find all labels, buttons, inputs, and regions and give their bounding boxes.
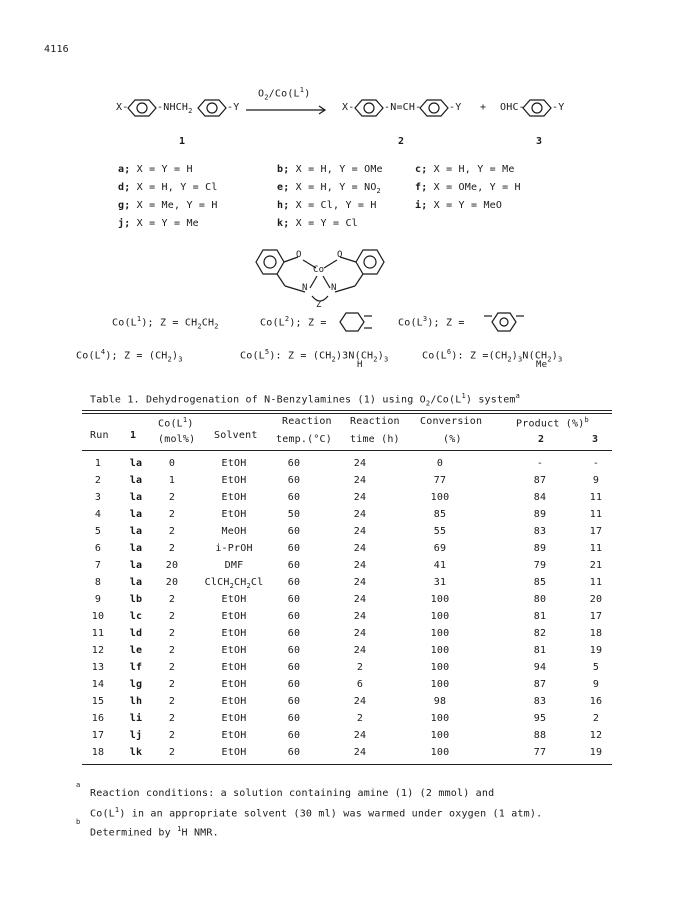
table-cell: 9 — [94, 594, 102, 605]
cobalt-complex-structure — [256, 250, 384, 301]
table-cell: EtOH — [221, 628, 247, 639]
ligand-l6: $Co(L^6)$: $Z =(CH_2)_3N(CH_2)_3$ — [422, 348, 563, 364]
table-cell: DMF — [224, 560, 244, 571]
table-cell: EtOH — [221, 679, 247, 690]
table-cell: 7 — [94, 560, 102, 571]
table-cell: EtOH — [221, 611, 247, 622]
table-cell: 2 — [168, 696, 176, 707]
table-cell: lb — [129, 594, 143, 605]
table-cell: 85 — [433, 509, 447, 520]
table-cell: la — [129, 458, 143, 469]
table-cell: 31 — [433, 577, 447, 588]
product2-y: -Y — [449, 102, 462, 113]
table-cell: 60 — [287, 679, 301, 690]
table-cell: la — [129, 526, 143, 537]
table-cell: 2 — [168, 611, 176, 622]
table-cell: EtOH — [221, 509, 247, 520]
table-cell: 50 — [287, 509, 301, 520]
table-cell: EtOH — [221, 730, 247, 741]
product3-y: -Y — [552, 102, 565, 113]
complex-n-left: N — [302, 283, 308, 293]
table-cell: EtOH — [221, 458, 247, 469]
variant-i: i; X = Y = MeO — [415, 200, 503, 211]
table-cell: 89 — [533, 543, 547, 554]
table-cell: 100 — [430, 594, 450, 605]
variant-h: h; X = Cl, Y = H — [277, 200, 377, 211]
table-cell: 20 — [589, 594, 603, 605]
variant-f: f; X = OMe, Y = H — [415, 182, 521, 193]
table-cell: lh — [129, 696, 143, 707]
table-cell: la — [129, 577, 143, 588]
table-cell: 89 — [533, 509, 547, 520]
ligand-l4: $Co(L^4)$; $Z = (CH_2)_3$ — [76, 348, 183, 364]
table-cell: 2 — [168, 526, 176, 537]
table-cell: lk — [129, 747, 143, 758]
table-cell: 60 — [287, 560, 301, 571]
ligand-l3: $Co(L^3)$; Z = — [398, 315, 465, 329]
ligand-l2: $Co(L^2)$; Z = — [260, 315, 327, 329]
header-product: Product (%)$^b$ — [516, 416, 589, 430]
ligand-l5-h: H — [357, 360, 363, 370]
table-cell: 60 — [287, 730, 301, 741]
table-cell: 10 — [91, 611, 105, 622]
table-cell: EtOH — [221, 475, 247, 486]
header-reaction-time: Reaction — [350, 416, 400, 427]
table-cell: EtOH — [221, 594, 247, 605]
table-cell: 24 — [353, 594, 367, 605]
ligand-l6-me: Me — [536, 360, 548, 370]
table-cell: la — [129, 509, 143, 520]
table-cell: 17 — [589, 611, 603, 622]
table-cell: 13 — [91, 662, 105, 673]
table-cell: 2 — [356, 662, 364, 673]
table-cell: 100 — [430, 645, 450, 656]
header-p2: 2 — [538, 434, 545, 445]
table-cell: 24 — [353, 611, 367, 622]
table-caption: Table 1. Dehydrogenation of N-Benzylamines (1) using $O_2/Co(L^1)$ system$^a$ — [90, 392, 521, 408]
table-cell: 100 — [430, 713, 450, 724]
variant-d: d; X = H, Y = Cl — [118, 182, 218, 193]
table-cell: 11 — [91, 628, 105, 639]
variant-e: e; X = H, $Y = NO_2$ — [277, 182, 381, 195]
product2-linker: -N=CH- — [384, 102, 422, 113]
header-mol: (mol%) — [158, 434, 196, 445]
table-top-rule-double — [82, 413, 612, 414]
table-cell: 60 — [287, 628, 301, 639]
table-cell: 60 — [287, 696, 301, 707]
table-cell: 100 — [430, 492, 450, 503]
footnote-b-line: Determined by $^1$H NMR. — [90, 825, 219, 839]
table-cell: 2 — [168, 730, 176, 741]
page-number: 4116 — [44, 44, 69, 55]
table-cell-solvent-formula: $ClCH_2CH_2Cl$ — [204, 577, 264, 590]
table-cell: 94 — [533, 662, 547, 673]
table-cell: 24 — [353, 458, 367, 469]
table-cell: 55 — [433, 526, 447, 537]
table-cell: 79 — [533, 560, 547, 571]
table-cell: 24 — [353, 543, 367, 554]
table-cell: 17 — [91, 730, 105, 741]
variant-j: j; X = Y = Me — [118, 218, 199, 229]
table-cell: la — [129, 492, 143, 503]
table-cell: - — [592, 458, 600, 469]
complex-o-left: O — [296, 250, 302, 260]
table-cell: EtOH — [221, 492, 247, 503]
table-cell: 18 — [91, 747, 105, 758]
table-cell: 19 — [589, 747, 603, 758]
table-cell: 20 — [165, 560, 179, 571]
table-cell: 2 — [168, 747, 176, 758]
table-cell: 24 — [353, 696, 367, 707]
table-cell: 5 — [94, 526, 102, 537]
table-cell: i-PrOH — [215, 543, 253, 554]
table-cell: 60 — [287, 475, 301, 486]
table-cell: 60 — [287, 747, 301, 758]
table-cell: 100 — [430, 730, 450, 741]
footnote-b-mark: b — [76, 818, 81, 826]
reactant-y: -Y — [227, 102, 240, 113]
table-cell: 60 — [287, 713, 301, 724]
table-cell: 69 — [433, 543, 447, 554]
table-cell: 24 — [353, 509, 367, 520]
table-cell: 2 — [592, 713, 600, 724]
table-header-rule — [82, 450, 612, 451]
arrow-label: $O_2/Co(L^1)$ — [258, 86, 311, 102]
table-cell: 12 — [589, 730, 603, 741]
table-cell: 16 — [589, 696, 603, 707]
table-cell: 6 — [356, 679, 364, 690]
table-cell: 80 — [533, 594, 547, 605]
table-cell: 83 — [533, 526, 547, 537]
table-cell: 100 — [430, 611, 450, 622]
footnote-a-line1: Reaction conditions: a solution containing amine (1) (2 mmol) and — [90, 788, 495, 799]
table-cell: 95 — [533, 713, 547, 724]
table-cell: MeOH — [221, 526, 247, 537]
header-temp: temp.(°C) — [276, 434, 332, 445]
table-cell: 5 — [592, 662, 600, 673]
table-cell: 60 — [287, 492, 301, 503]
table-cell: 60 — [287, 458, 301, 469]
table-cell: 2 — [356, 713, 364, 724]
table-cell: EtOH — [221, 713, 247, 724]
ligand-l5: $Co(L^5)$: $Z = (CH_2)3N(CH_2)_3$ — [240, 348, 389, 364]
compound-number-2: 2 — [398, 136, 405, 147]
complex-n-right: N — [331, 283, 337, 293]
table-cell: 98 — [433, 696, 447, 707]
header-conversion: Conversion — [420, 416, 483, 427]
table-cell: 24 — [353, 577, 367, 588]
table-cell: 24 — [353, 645, 367, 656]
table-cell: lg — [129, 679, 143, 690]
complex-z: Z — [316, 300, 322, 310]
table-cell: li — [129, 713, 143, 724]
table-cell: 100 — [430, 662, 450, 673]
table-cell: lj — [129, 730, 143, 741]
table-cell: 3 — [94, 492, 102, 503]
header-run: Run — [90, 430, 109, 441]
table-cell: EtOH — [221, 696, 247, 707]
table-cell: 16 — [91, 713, 105, 724]
table-cell: EtOH — [221, 747, 247, 758]
table-cell: 2 — [168, 509, 176, 520]
table-cell: 11 — [589, 492, 603, 503]
benzene-ring-icon — [492, 313, 516, 331]
product3-ohc: OHC- — [500, 102, 525, 113]
reactant-x: X- — [116, 102, 129, 113]
table-cell: 2 — [168, 679, 176, 690]
table-cell: 1 — [94, 458, 102, 469]
table-cell: lf — [129, 662, 143, 673]
table-cell: 100 — [430, 747, 450, 758]
compound-number-1: 1 — [179, 136, 186, 147]
reactant-linker: $-NHCH_2$ — [157, 102, 193, 115]
table-cell: 81 — [533, 611, 547, 622]
cyclohexane-icon — [340, 313, 364, 331]
table-cell: 0 — [168, 458, 176, 469]
table-cell: 24 — [353, 492, 367, 503]
table-cell: 2 — [168, 662, 176, 673]
complex-o-right: O — [337, 250, 343, 260]
header-p3: 3 — [592, 434, 599, 445]
header-pct: (%) — [443, 434, 462, 445]
table-cell: 60 — [287, 662, 301, 673]
compound-number-3: 3 — [536, 136, 543, 147]
variant-a: a; X = Y = H — [118, 164, 193, 175]
table-cell: 60 — [287, 543, 301, 554]
table-cell: 2 — [168, 628, 176, 639]
table-cell: 100 — [430, 679, 450, 690]
table-cell: 2 — [168, 594, 176, 605]
table-cell: 24 — [353, 560, 367, 571]
table-cell: 85 — [533, 577, 547, 588]
table-cell: 87 — [533, 475, 547, 486]
table-cell: 17 — [589, 526, 603, 537]
table-cell: 2 — [168, 543, 176, 554]
variant-g: g; X = Me, Y = H — [118, 200, 218, 211]
table-cell: - — [536, 458, 544, 469]
table-cell: 60 — [287, 577, 301, 588]
table-cell: 1 — [168, 475, 176, 486]
header-reaction-temp: Reaction — [282, 416, 332, 427]
table-cell: 2 — [168, 645, 176, 656]
complex-co: Co — [313, 265, 325, 275]
variant-k: k; X = Y = Cl — [277, 218, 358, 229]
table-cell: 11 — [589, 509, 603, 520]
table-cell: 24 — [353, 747, 367, 758]
table-cell: 21 — [589, 560, 603, 571]
table-cell: 12 — [91, 645, 105, 656]
table-cell: 82 — [533, 628, 547, 639]
plus-sign: + — [480, 102, 487, 113]
table-cell: 24 — [353, 628, 367, 639]
header-time: time (h) — [350, 434, 400, 445]
table-cell: 14 — [91, 679, 105, 690]
table-cell: 83 — [533, 696, 547, 707]
table-cell: 15 — [91, 696, 105, 707]
table-cell: ld — [129, 628, 143, 639]
table-cell: 2 — [168, 713, 176, 724]
table-cell: lc — [129, 611, 143, 622]
table-cell: la — [129, 475, 143, 486]
table-cell: 84 — [533, 492, 547, 503]
table-cell: 24 — [353, 475, 367, 486]
table-cell: 9 — [592, 679, 600, 690]
table-cell: 11 — [589, 543, 603, 554]
table-cell: 2 — [94, 475, 102, 486]
table-cell: 77 — [433, 475, 447, 486]
table-cell: EtOH — [221, 662, 247, 673]
table-cell: EtOH — [221, 645, 247, 656]
table-cell: 19 — [589, 645, 603, 656]
table-cell: 11 — [589, 577, 603, 588]
table-cell: 100 — [430, 628, 450, 639]
variant-c: c; X = H, Y = Me — [415, 164, 515, 175]
table-bottom-rule — [82, 764, 612, 765]
table-cell: 0 — [436, 458, 444, 469]
table-cell: la — [129, 560, 143, 571]
header-col: $Co(L^1)$ — [158, 416, 194, 430]
table-cell: 6 — [94, 543, 102, 554]
table-cell: 60 — [287, 594, 301, 605]
product2-x: X- — [342, 102, 355, 113]
table-cell: 4 — [94, 509, 102, 520]
header-solvent: Solvent — [214, 430, 258, 441]
table-cell: la — [129, 543, 143, 554]
table-cell: le — [129, 645, 143, 656]
footnote-a-mark: a — [76, 781, 81, 789]
table-cell: 20 — [165, 577, 179, 588]
footnote-a-line2: $Co(L^1)$ in an appropriate solvent (30 ml) was warmed under oxygen (1 atm). — [90, 806, 543, 820]
table-cell: 8 — [94, 577, 102, 588]
header-compound: 1 — [130, 430, 137, 441]
table-cell: 60 — [287, 526, 301, 537]
table-cell: 60 — [287, 611, 301, 622]
table-cell: 9 — [592, 475, 600, 486]
table-cell: 77 — [533, 747, 547, 758]
table-top-rule — [82, 410, 612, 411]
table-cell: 18 — [589, 628, 603, 639]
ligand-l1: $Co(L^1)$; $Z = CH_2CH_2$ — [112, 315, 219, 331]
table-cell: 88 — [533, 730, 547, 741]
table-cell: 60 — [287, 645, 301, 656]
table-cell: 24 — [353, 526, 367, 537]
variant-b: b; X = H, Y = OMe — [277, 164, 383, 175]
table-cell: 41 — [433, 560, 447, 571]
table-cell: 87 — [533, 679, 547, 690]
table-cell: 24 — [353, 730, 367, 741]
table-cell: 2 — [168, 492, 176, 503]
table-cell: 81 — [533, 645, 547, 656]
